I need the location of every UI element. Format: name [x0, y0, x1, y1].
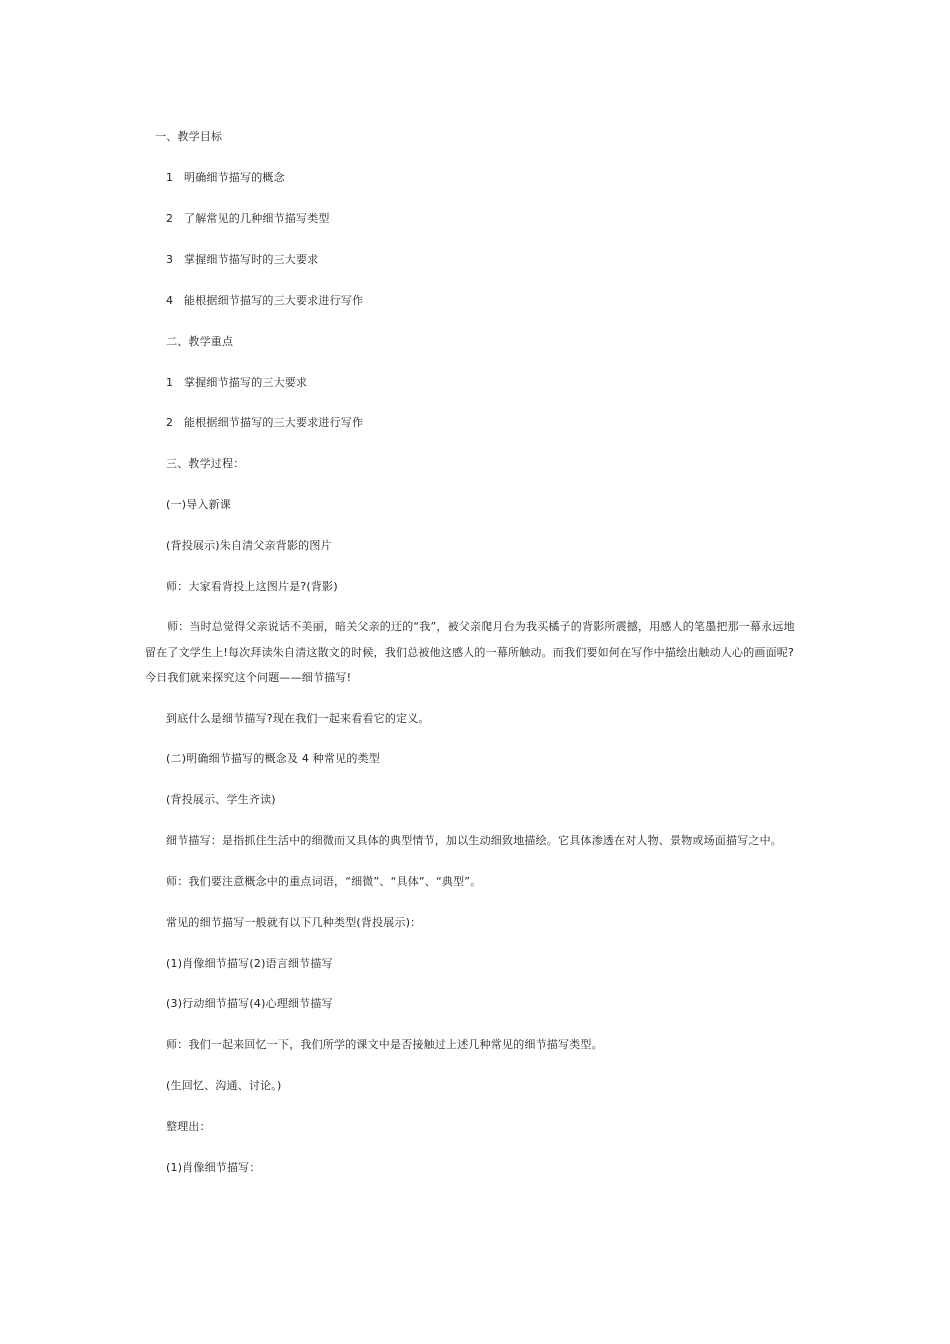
teacher-recall: 师：我们一起来回忆一下，我们所学的课文中是否接触过上述几种常见的细节描写类型。: [166, 1038, 603, 1051]
goal-item-1-number: 1: [166, 171, 174, 184]
types-line-1: (1)肖像细节描写(2)语言细节描写: [166, 957, 333, 970]
goal-item-3-number: 3: [166, 253, 174, 266]
heading-teaching-focus: 二、教学重点: [166, 335, 234, 348]
teacher-paragraph: [145, 614, 805, 691]
definition-text: 细节描写：是指抓住生活中的细微而又具体的典型情节，加以生动细致地描绘。它具体渗透在对人物、景物或场面描写之中。: [166, 834, 782, 847]
focus-item-2: [166, 416, 363, 430]
projection-note-1: (背投展示)朱自清父亲背影的图片: [166, 539, 332, 552]
portrait-detail-label: (1)肖像细节描写：: [166, 1161, 261, 1174]
teacher-keywords-note: 师：我们要注意概念中的重点词语，“细微”、“具体”、“典型”。: [166, 875, 482, 888]
goal-item-4-text: 能根据细节描写的三大要求进行写作: [184, 294, 364, 307]
section-2-title: (二)明确细节描写的概念及 4 种常见的类型: [166, 752, 380, 765]
heading-teaching-goals: 一、教学目标: [155, 130, 223, 143]
goal-item-1: [166, 171, 285, 185]
goal-item-2-text: 了解常见的几种细节描写类型: [184, 212, 330, 225]
teacher-paragraph-text: 师：当时总觉得父亲说话不美丽，暗关父亲的迂的“我”，被父亲爬月台为我买橘子的背影所震撼，用感人的笔墨把那一幕永远地留在了文学生上!每次拜读朱自清这散文的时候，我们总被他这感人的一幕所触动。而我们要如何在写作中描绘出触动人心的画面呢?今日我们就来探究这个问题——细节描写!: [145, 620, 795, 684]
goal-item-2: [166, 212, 330, 226]
types-intro: 常见的细节描写一般就有以下几种类型(背投展示)：: [166, 916, 422, 929]
summary-label: 整理出：: [166, 1120, 211, 1133]
projection-note-2: (背投展示、学生齐读): [166, 793, 276, 806]
goal-item-3-text: 掌握细节描写时的三大要求: [184, 253, 319, 266]
goal-item-1-text: 明确细节描写的概念: [184, 171, 285, 184]
focus-item-1-number: 1: [166, 376, 174, 389]
focus-item-1: [166, 376, 307, 390]
student-activity: (生回忆、沟通、讨论。): [166, 1079, 282, 1092]
goal-item-2-number: 2: [166, 212, 174, 225]
teacher-question-1: 师：大家看背投上这图片是?(背影): [166, 580, 338, 593]
focus-item-1-text: 掌握细节描写的三大要求: [184, 376, 308, 389]
focus-item-2-text: 能根据细节描写的三大要求进行写作: [184, 416, 364, 429]
focus-item-2-number: 2: [166, 416, 174, 429]
goal-item-3: [166, 253, 318, 267]
intro-title: (一)导入新课: [166, 498, 231, 511]
heading-teaching-process: 三、教学过程：: [166, 457, 245, 470]
types-line-2: (3)行动细节描写(4)心理细节描写: [166, 997, 333, 1010]
goal-item-4: [166, 294, 363, 308]
definition-question: 到底什么是细节描写?现在我们一起来看看它的定义。: [166, 712, 430, 725]
goal-item-4-number: 4: [166, 294, 174, 307]
